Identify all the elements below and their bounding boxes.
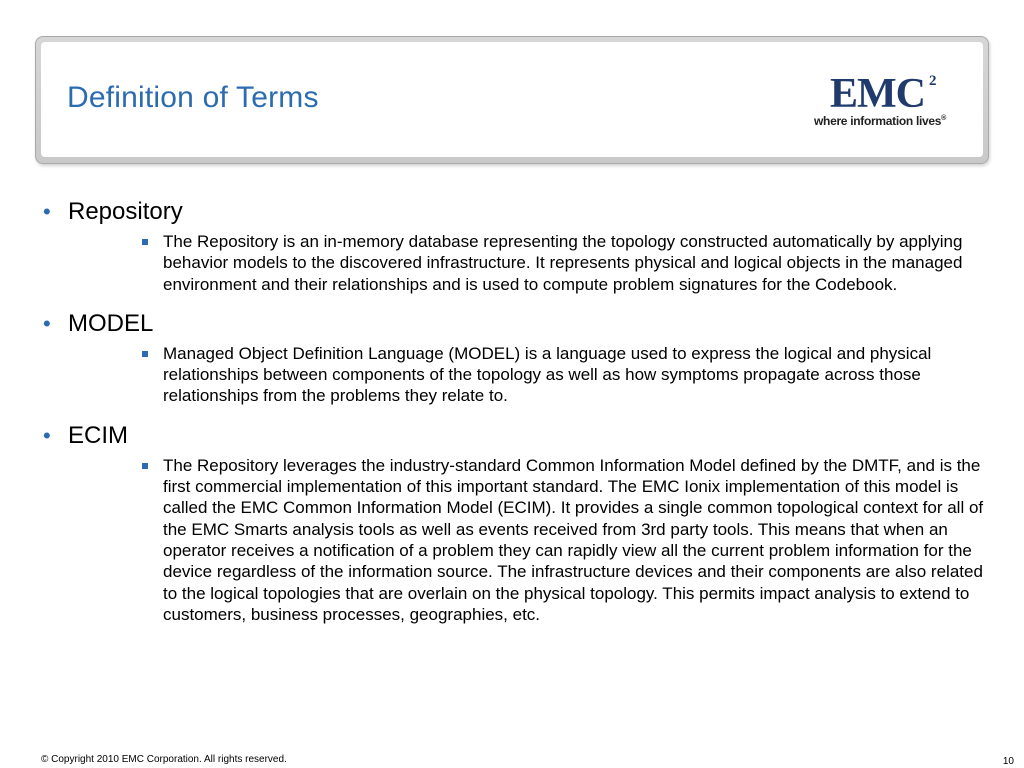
page-number: 10	[1002, 756, 1014, 767]
square-bullet-icon	[142, 463, 148, 469]
bullet-dot-icon: •	[43, 310, 51, 336]
section-description: Managed Object Definition Language (MODEL) is a language used to express the logical and physical relationships between components of the topology as well as how symptoms propagate across those relationships from the problems they relate to.	[163, 343, 932, 406]
bullet-item	[43, 420, 993, 452]
registered-mark: ®	[941, 115, 946, 122]
emc-logo	[812, 72, 962, 132]
copyright-footer: © Copyright 2010 EMC Corporation. All rights reserved.	[41, 754, 287, 765]
sub-bullet-item	[142, 343, 993, 407]
section-description: The Repository leverages the industry-standard Common Information Model defined by the DMTF, and is the first commercial implementation of this important standard. The EMC Ionix implementation of this model is called the EMC Common Information Model (ECIM). It provides a single common topological context for all of the EMC Smarts analysis tools as well as events received from 3rd party tools. This means that when an operator receives a notification of a problem they can rapidly view all the current problem information for the device regardless of the information source. The infrastructure devices and their components are also related to the logical topologies that are overlain on the physical topology. This permits impact analysis to extend to customers, business processes, geographies, etc.	[163, 455, 984, 624]
sub-bullet-item	[142, 231, 993, 295]
logo-wordmark: EMC	[830, 71, 925, 117]
logo-superscript: 2	[929, 73, 937, 89]
section-description: The Repository is an in-memory database representing the topology constructed automatically by applying behavior models to the discovered infrastructure. It represents physical and logical objects in the managed environment and their relationships and is used to compute problem signatures for the Codebook.	[163, 232, 963, 294]
sub-bullet-item	[142, 455, 993, 625]
section-ecim	[43, 420, 993, 625]
bullet-item	[43, 196, 993, 228]
logo-tagline-text: where information lives	[814, 114, 942, 128]
slide-body	[43, 196, 993, 625]
square-bullet-icon	[142, 351, 148, 357]
page-title: Definition of Terms	[67, 81, 319, 114]
bullet-dot-icon: •	[43, 199, 51, 224]
logo-tagline	[814, 114, 946, 128]
section-heading: Repository	[68, 198, 183, 225]
bullet-item	[43, 308, 993, 340]
section-heading: MODEL	[68, 309, 154, 337]
section-heading: ECIM	[68, 421, 128, 449]
bullet-dot-icon: •	[43, 422, 51, 448]
square-bullet-icon	[142, 239, 148, 245]
section-repository	[43, 196, 993, 295]
section-model	[43, 308, 993, 407]
